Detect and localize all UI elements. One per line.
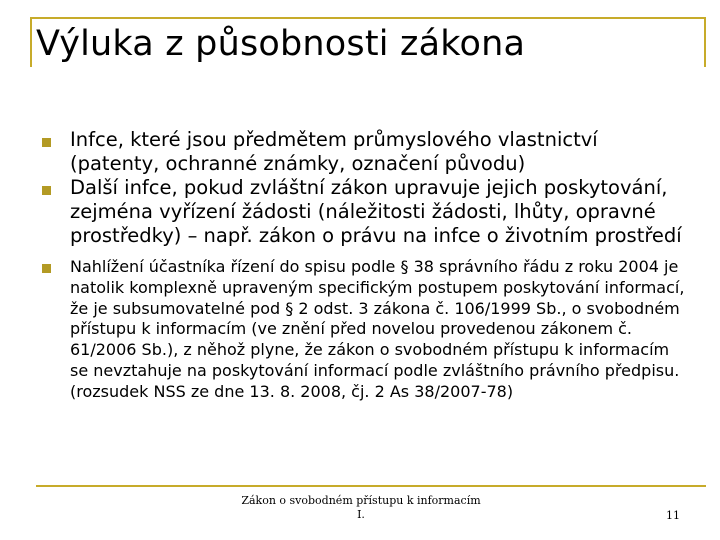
bullet-list: [42, 128, 692, 403]
footer-caption: [230, 494, 492, 522]
bullet-item: [42, 257, 692, 403]
bullet-item: [42, 176, 692, 248]
square-bullet-icon: [42, 186, 51, 195]
page-number: 11: [666, 509, 680, 522]
slide-title: Výluka z působnosti zákona: [36, 24, 526, 64]
footer-line-2: I.: [357, 508, 365, 521]
bullet-text: Další infce, pokud zvláštní zákon upravuje jejich poskytování, zejména vyřízení žádosti (náležitosti žádosti, lhůty, opravné prostředky) – např. zákon o právu na infce o životním prostředí: [70, 176, 682, 247]
square-bullet-icon: [42, 138, 51, 147]
bullet-item: [42, 128, 692, 176]
title-frame-top-line: [30, 17, 706, 19]
footer-line-1: Zákon o svobodném přístupu k informacím: [241, 494, 481, 507]
title-frame-left-line: [30, 17, 32, 67]
square-bullet-icon: [42, 264, 51, 273]
footer-divider: [36, 485, 706, 487]
bullet-text: Infce, které jsou předmětem průmyslového vlastnictví (patenty, ochranné známky, označení původu): [70, 128, 598, 175]
title-frame-right-line: [704, 17, 706, 67]
bullet-text: Nahlížení účastníka řízení do spisu podle § 38 správního řádu z roku 2004 je natolik komplexně upraveným specifickým postupem poskytování informací, že je subsumovatelné pod § 2 odst. 3 zákona č. 106/1999 Sb., o svobodném přístupu k informacím (ve znění před novelou provedenou zákonem č. 61/2006 Sb.), z něhož plyne, že zákon o svobodném přístupu k informacím se nevztahuje na poskytování informací podle zvláštního právního předpisu. (rozsudek NSS ze dne 13. 8. 2008, čj. 2 As 38/2007-78): [70, 257, 685, 401]
